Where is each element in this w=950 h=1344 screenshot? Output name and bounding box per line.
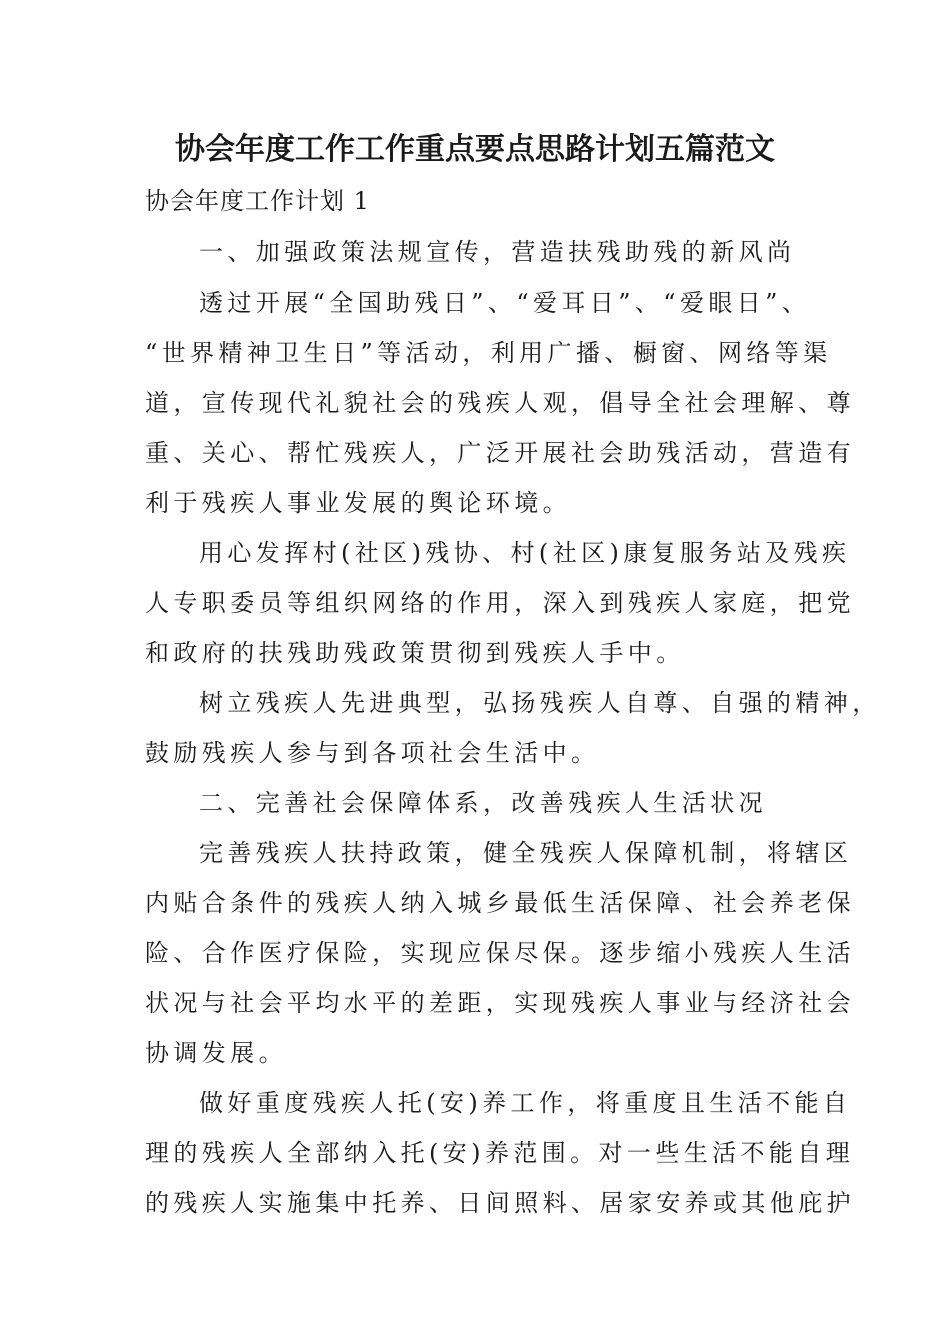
paragraph-line: 用心发挥村(社区)残协、村(社区)康复服务站及残疾 bbox=[199, 539, 851, 567]
paragraph-line: 鼓励残疾人参与到各项社会生活中。 bbox=[145, 739, 600, 767]
paragraph-line: 和政府的扶残助残政策贯彻到残疾人手中。 bbox=[145, 639, 685, 667]
paragraph-line: 的残疾人实施集中托养、日间照料、居家安养或其他庇护 bbox=[145, 1189, 855, 1217]
paragraph-line: 树立残疾人先进典型，弘扬残疾人自尊、自强的精神， bbox=[199, 689, 881, 717]
document-title: 协会年度工作工作重点要点思路计划五篇范文 bbox=[175, 132, 775, 167]
paragraph-line: 做好重度残疾人托(安)养工作，将重度且生活不能自 bbox=[199, 1089, 852, 1117]
paragraph-line: “世界精神卫生日”等活动，利用广播、橱窗、网络等渠 bbox=[145, 339, 832, 367]
paragraph-line: 内贴合条件的残疾人纳入城乡最低生活保障、社会养老保 bbox=[145, 889, 855, 917]
paragraph-line: 利于残疾人事业发展的舆论环境。 bbox=[145, 489, 571, 517]
paragraph-line: 状况与社会平均水平的差距，实现残疾人事业与经济社会 bbox=[145, 989, 855, 1017]
paragraph-line: 透过开展“全国助残日”、“爱耳日”、“爱眼日”、 bbox=[199, 289, 811, 317]
paragraph-line: 完善残疾人扶持政策，健全残疾人保障机制，将辖区 bbox=[199, 839, 853, 867]
paragraph-line: 险、合作医疗保险，实现应保尽保。逐步缩小残疾人生活 bbox=[145, 939, 855, 967]
paragraph-line: 道，宣传现代礼貌社会的残疾人观，倡导全社会理解、尊 bbox=[145, 389, 855, 417]
paragraph-line: 重、关心、帮忙残疾人，广泛开展社会助残活动，营造有 bbox=[145, 439, 855, 467]
paragraph-line: 人专职委员等组织网络的作用，深入到残疾人家庭，把党 bbox=[145, 589, 855, 617]
plan-heading: 协会年度工作计划 1 bbox=[145, 187, 370, 215]
paragraph-line: 理的残疾人全部纳入托(安)养范围。对一些生活不能自理 bbox=[145, 1139, 855, 1167]
section-heading: 二、完善社会保障体系，改善残疾人生活状况 bbox=[199, 789, 767, 817]
section-heading: 一、加强政策法规宣传，营造扶残助残的新风尚 bbox=[199, 238, 796, 266]
paragraph-line: 协调发展。 bbox=[145, 1039, 287, 1067]
